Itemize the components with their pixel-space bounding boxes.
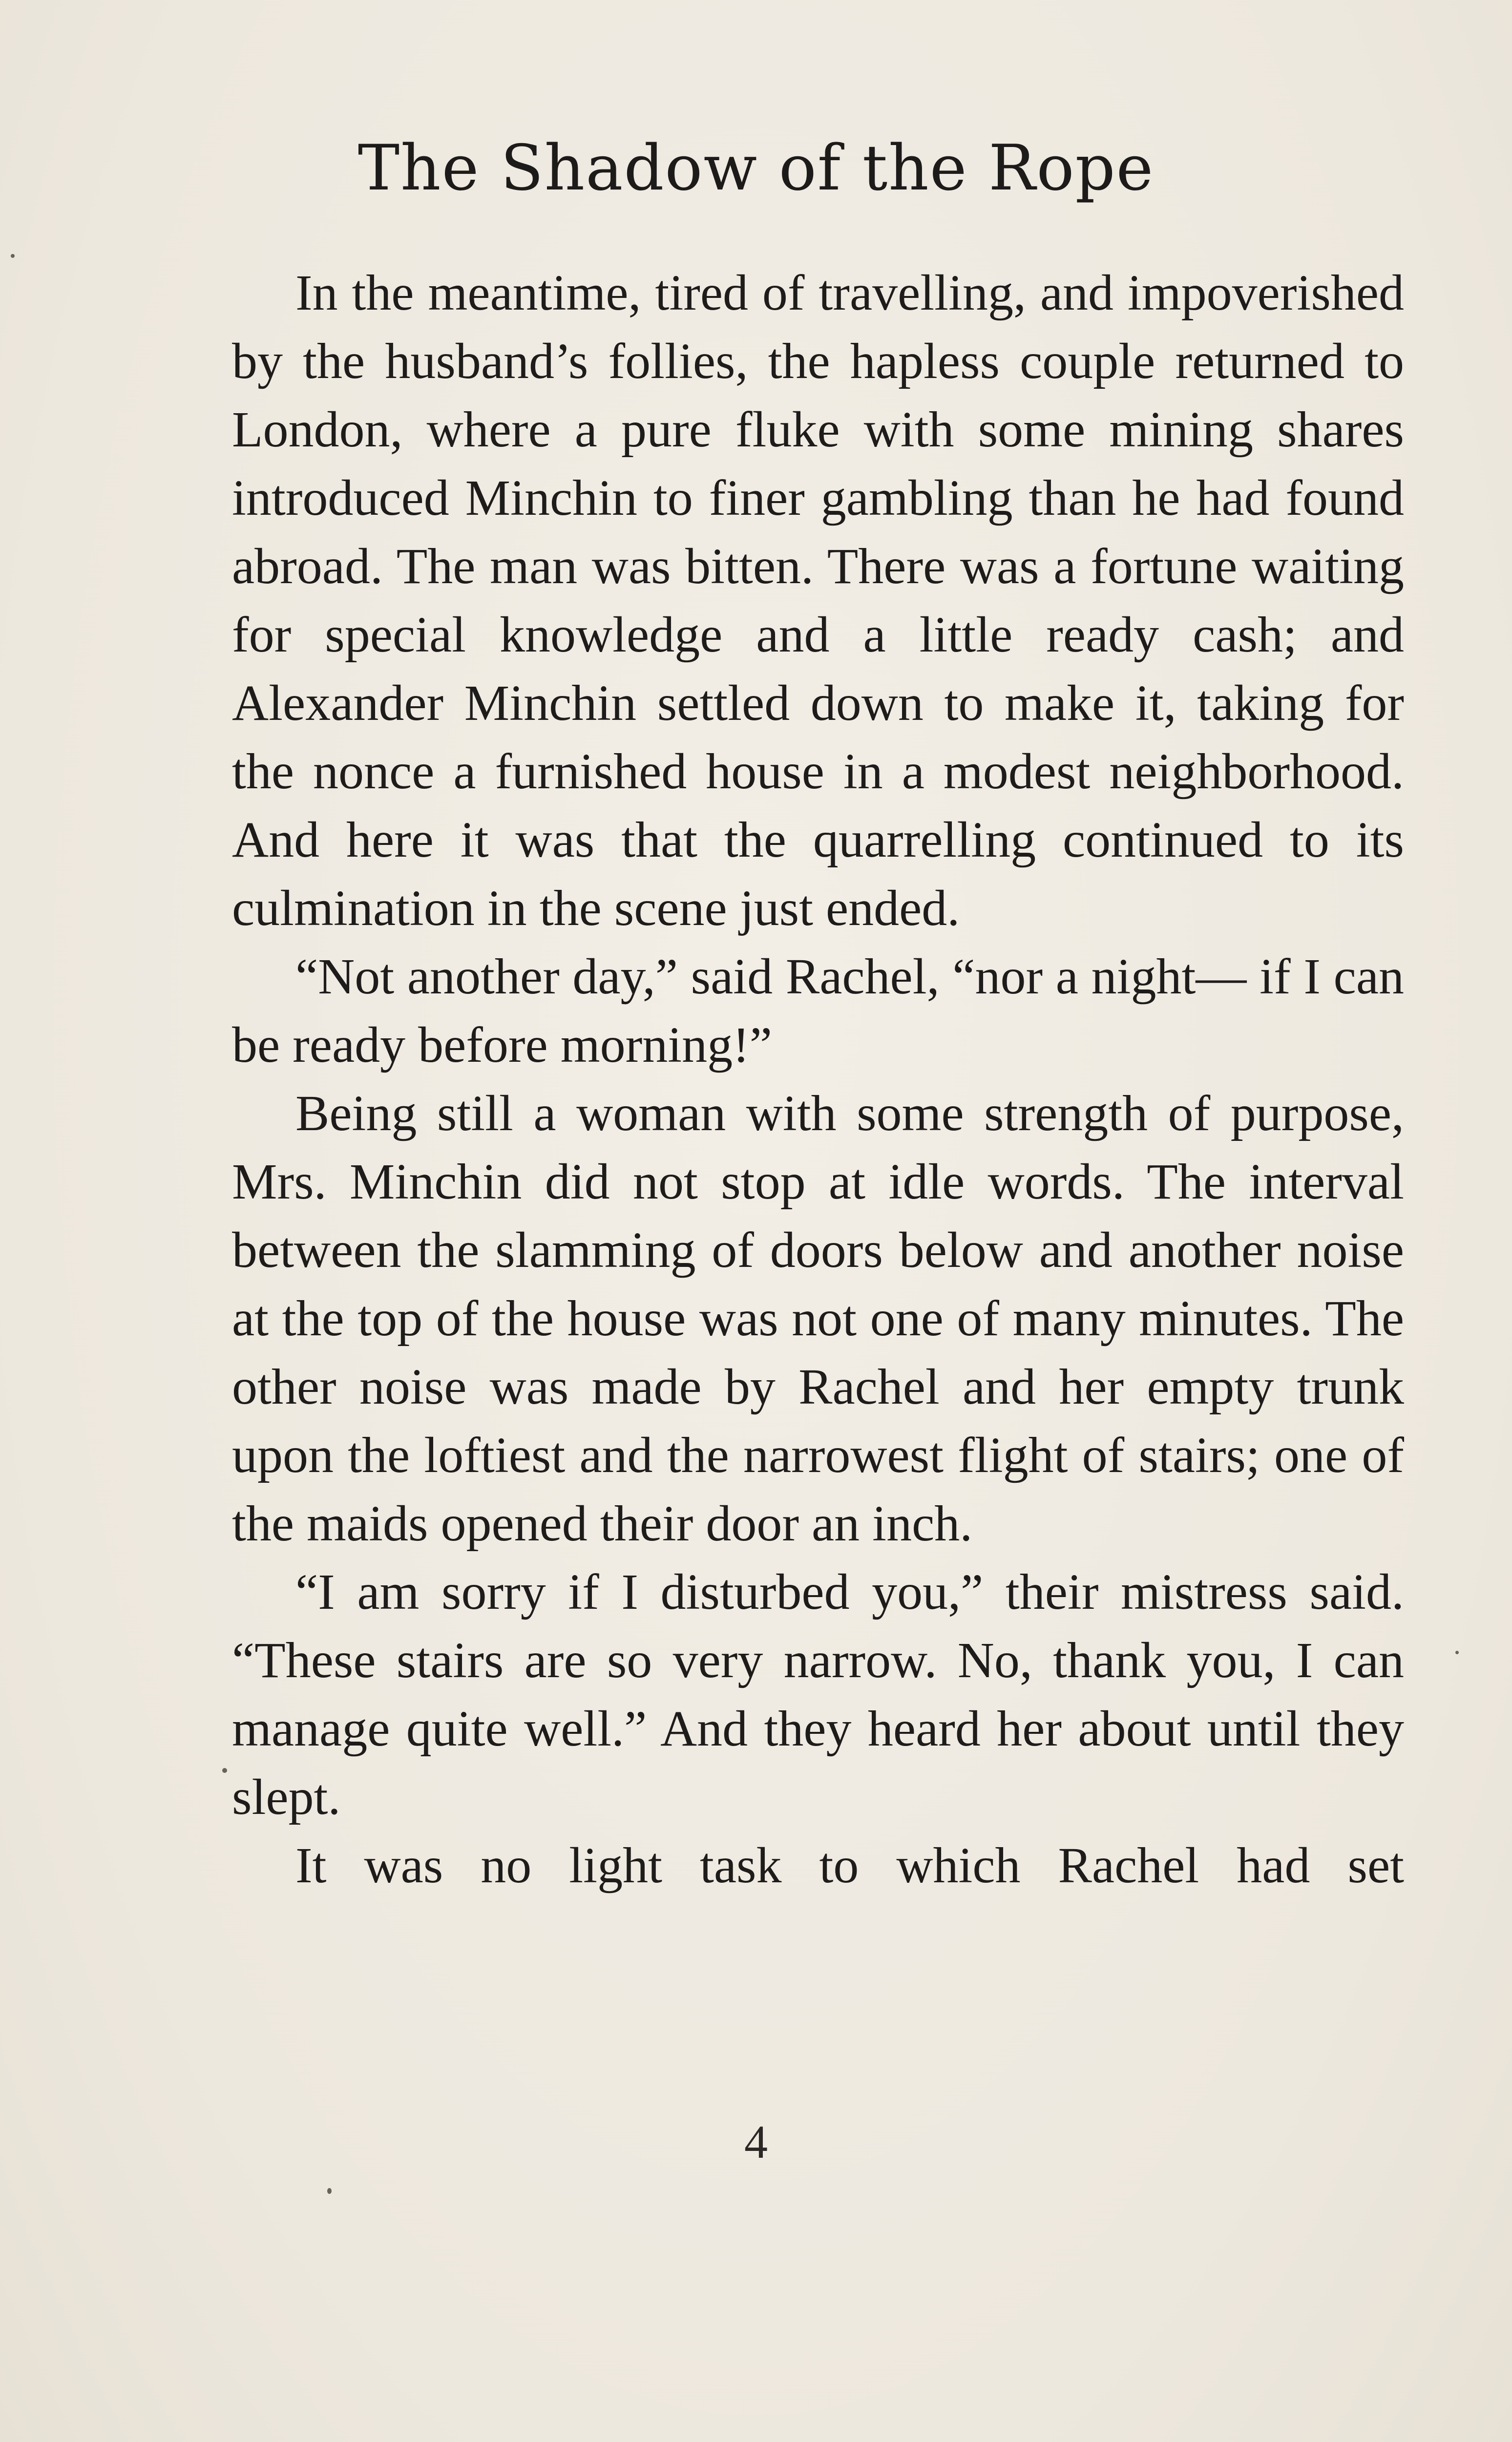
paper-speck: [1455, 1651, 1459, 1654]
running-head: The Shadow of the Rope: [357, 132, 1155, 205]
page-number: 4: [744, 2116, 768, 2168]
paper-speck: [11, 254, 15, 258]
paragraph-3: Being still a woman with some strength of purpose, Mrs. Minchin did not stop at idle words. The interval between the slamming of doors below and another noise at the top of the house was not one of many minutes. The other noise was made by Rachel and her empty trunk upon the loftiest and the narrowest flight of stairs; one of the maids opened their door an inch.: [232, 1085, 1404, 1552]
paragraph-4: “I am sorry if I disturbed you,” their mistress said. “These stairs are so very narrow. No, thank you, I can manage quite well.” And they heard her about until they slept.: [232, 1564, 1404, 1825]
paragraph-5: It was no light task to which Rachel had set: [295, 1837, 1404, 1894]
paper-speck: [222, 1768, 227, 1773]
body-text: [232, 259, 1404, 1900]
paper-speck: [327, 2188, 332, 2194]
paragraph-2: “Not another day,” said Rachel, “nor a night— if I can be ready before morning!”: [232, 948, 1404, 1073]
paragraph-1: In the meantime, tired of travelling, and impoverished by the husband’s follies, the hapless couple returned to London, where a pure fluke with some mining shares introduced Minchin to finer gambling than he had found abroad. The man was bitten. There was a fortune waiting for special knowledge and a little ready cash; and Alexander Minchin settled down to make it, taking for the nonce a furnished house in a modest neighborhood. And here it was that the quarrelling continued to its culmination in the scene just ended.: [232, 265, 1404, 936]
